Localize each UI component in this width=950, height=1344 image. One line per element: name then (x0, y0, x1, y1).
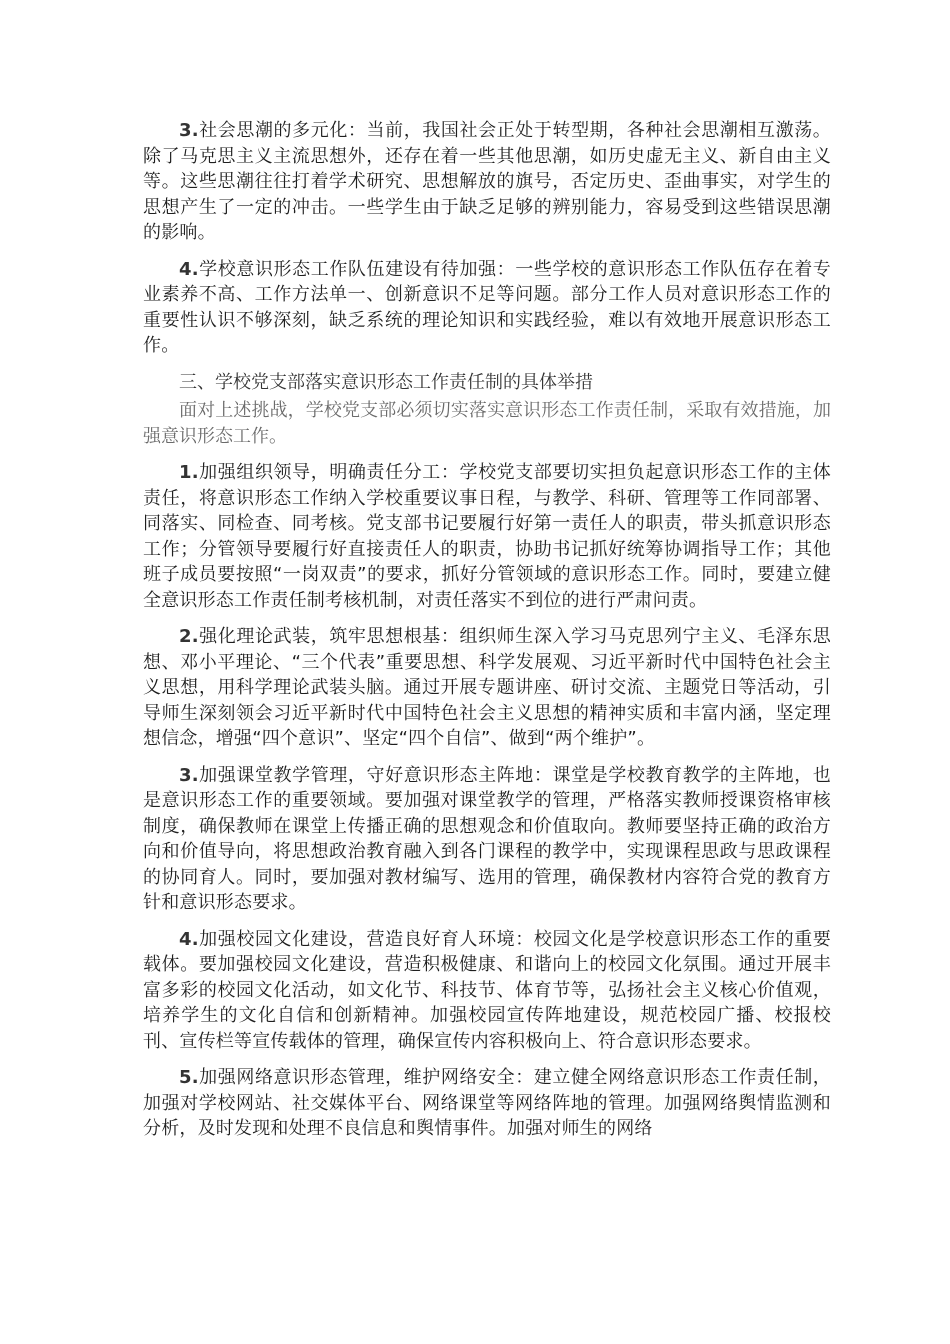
paragraph-number: 4. (179, 928, 199, 950)
paragraph-social-trends (143, 118, 831, 246)
paragraph-text: 加强网络意识形态管理，维护网络安全：建立健全网络意识形态工作责任制，加强对学校网站、社交媒体平台、网络课堂等网络阵地的管理。加强网络舆情监测和分析，及时发现和处理不良信息和舆情事件。加强对师生的网络 (143, 1067, 831, 1139)
paragraph-number: 3. (179, 764, 199, 786)
paragraph-number: 5. (179, 1067, 199, 1088)
paragraph-number: 4. (179, 258, 199, 280)
paragraph-text: 社会思潮的多元化：当前，我国社会正处于转型期，各种社会思潮相互激荡。除了马克思主义主流思想外，还存在着一些其他思潮，如历史虚无主义、新自由主义等。这些思潮往往打着学术研究、思想解放的旗号，否定历史、歪曲事实，对学生的思想产生了一定的冲击。一些学生由于缺乏足够的辨别能力，容易受到这些错误思潮的影响。 (143, 120, 831, 243)
paragraph-text: 学校意识形态工作队伍建设有待加强：一些学校的意识形态工作队伍存在着专业素养不高、工作方法单一、创新意识不足等问题。部分工作人员对意识形态工作的重要性认识不够深刻，缺乏系统的理论知识和实践经验，难以有效地开展意识形态工作。 (143, 258, 831, 356)
measure-paragraph-3 (143, 763, 831, 916)
paragraph-text: 加强校园文化建设，营造良好育人环境：校园文化是学校意识形态工作的重要载体。要加强校园文化建设，营造积极健康、和谐向上的校园文化氛围。通过开展丰富多彩的校园文化活动，如文化节、科技节、体育节等，弘扬社会主义核心价值观，培养学生的文化自信和创新精神。加强校园宣传阵地建设，规范校园广播、校报校刊、宣传栏等宣传载体的管理，确保宣传内容积极向上、符合意识形态要求。 (143, 928, 831, 1052)
paragraph-text: 强化理论武装，筑牢思想根基：组织师生深入学习马克思列宁主义、毛泽东思想、邓小平理论、“三个代表”重要思想、科学发展观、习近平新时代中国特色社会主义思想，用科学理论武装头脑。通过开展专题讲座、研讨交流、主题党日等活动，引导师生深刻领会习近平新时代中国特色社会主义思想的精神实质和丰富内涵，坚定理想信念，增强“四个意识”、坚定“四个自信”、做到“两个维护”。 (143, 626, 831, 749)
paragraph-number: 1. (179, 462, 199, 483)
paragraph-number: 3. (179, 120, 199, 141)
paragraph-number: 2. (179, 626, 199, 647)
paragraph-text: 加强课堂教学管理，守好意识形态主阵地：课堂是学校教育教学的主阵地，也是意识形态工作的重要领域。要加强对课堂教学的管理，严格落实教师授课资格审核制度，确保教师在课堂上传播正确的思想观念和价值取向。教师要坚持正确的政治方向和价值导向，将思想政治教育融入到各门课程的教学中，实现课程思政与思政课程的协同育人。同时，要加强对教材编写、选用的管理，确保教材内容符合党的教育方针和意识形态要求。 (143, 764, 831, 913)
paragraph-team-building (143, 257, 831, 359)
paragraph-text: 加强组织领导，明确责任分工：学校党支部要切实担负起意识形态工作的主体责任，将意识形态工作纳入学校重要议事日程，与教学、科研、管理等工作同部署、同落实、同检查、同考核。党支部书记要履行好第一责任人的职责，带头抓意识形态工作；分管领导要履行好直接责任人的职责，协助书记抓好统筹协调指导工作；其他班子成员要按照“一岗双责”的要求，抓好分管领域的意识形态工作。同时，要建立健全意识形态工作责任制考核机制，对责任落实不到位的进行严肃问责。 (143, 462, 831, 611)
measure-paragraph-5 (143, 1065, 831, 1142)
measure-paragraph-4 (143, 927, 831, 1055)
section-heading: 三、学校党支部落实意识形态工作责任制的具体举措 (179, 371, 593, 393)
measure-paragraph-1 (143, 460, 831, 613)
measure-paragraph-2 (143, 624, 831, 752)
document-page (143, 118, 831, 1153)
section-intro: 面对上述挑战，学校党支部必须切实落实意识形态工作责任制，采取有效措施，加强意识形态工作。 (143, 400, 831, 447)
